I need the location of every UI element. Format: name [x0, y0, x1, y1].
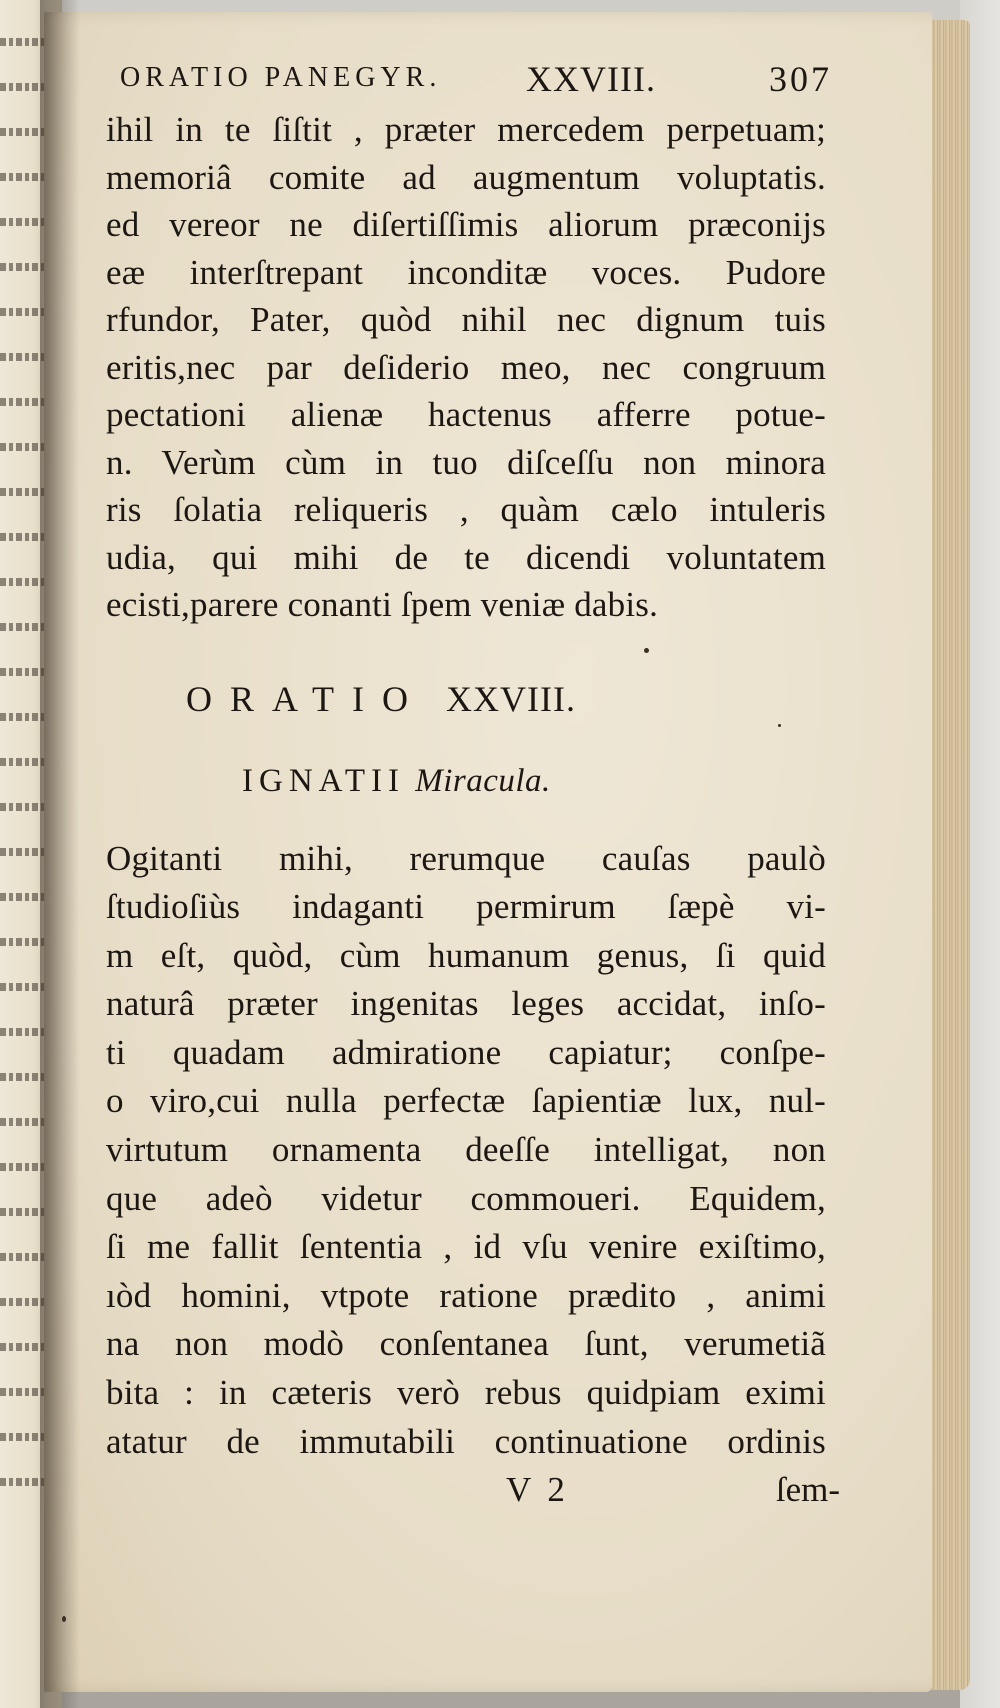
text-line: atatur de immutabili continuatione ordinis [106, 1421, 826, 1461]
book-page [44, 12, 932, 1692]
text-line: ris ſolatia reliqueris , quàm cælo intuleris [106, 490, 826, 529]
text-line: udia, qui mihi de te dicendi voluntatem [106, 537, 826, 577]
text-line: pectationi alienæ hactenus afferre potue- [106, 395, 826, 434]
text-line: ti quadam admiratione capiatur; conſpe- [106, 1032, 826, 1072]
text-line: ecisti,parere conanti ſpem veniæ dabis. [106, 585, 659, 624]
gutter-shadow [40, 0, 80, 1708]
subheading-name: IGNATII [242, 762, 405, 799]
section-heading [106, 657, 826, 741]
text-line: o viro,cui nulla perfectæ ſapientiæ lux, nul- [106, 1081, 826, 1121]
text-line: ed vereor ne diſertiſſimis aliorum præconijs [106, 205, 826, 244]
running-head-title: ORATIO PANEGYR. [120, 62, 442, 93]
section-heading-numeral: XXVIII. [446, 678, 576, 719]
page-footer [106, 1470, 840, 1522]
text-line: ıòd homini, vtpote ratione prædito , animi [106, 1275, 826, 1315]
running-head [106, 59, 832, 106]
catchword: ſem- [775, 1470, 840, 1510]
text-line: rfundor, Pater, quòd nihil nec dignum tuis [106, 300, 826, 339]
running-head-numeral: XXVIII. [526, 59, 656, 99]
text-line: m eſt, quòd, cùm humanum genus, ſi quid [106, 935, 826, 975]
text-line: eæ interſtrepant inconditæ voces. Pudore [106, 252, 826, 292]
page-text [106, 59, 840, 1522]
signature-mark: V 2 [506, 1470, 569, 1510]
text-line: n. Verùm cùm in tuo diſceſſu non minora [106, 442, 826, 482]
text-line: memoriâ comite ad augmentum voluptatis. [106, 157, 826, 197]
text-line: Ogitanti mihi, rerumque cauſas paulò [106, 838, 826, 878]
text-line: que adeò videtur commoueri. Equidem, [106, 1178, 826, 1218]
text-line: naturâ præter ingenitas leges accidat, inſo- [106, 984, 826, 1024]
text-line: ſi me fallit ſententia , id vſu venire exiſtimo, [106, 1227, 826, 1267]
text-line: eritis,nec par deſiderio meo, nec congruum [106, 347, 826, 387]
text-line: virtutum ornamenta deeſſe intelligat, non [106, 1130, 826, 1170]
subheading-italic: Miracula. [415, 762, 551, 799]
top-paragraph [106, 106, 826, 629]
body-paragraph [106, 835, 826, 1467]
page-number: 307 [769, 59, 832, 99]
text-line: bita : in cæteris verò rebus quidpiam eximi [106, 1373, 826, 1413]
text-line: na non modò conſentanea ſunt, verumetiã [106, 1324, 826, 1364]
paper-speck [778, 724, 781, 727]
section-heading-word: ORATIO [186, 678, 426, 719]
section-subheading [106, 741, 826, 821]
paper-speck [644, 648, 649, 653]
text-line: ihil in te ſiſtit , præter mercedem perpetuam; [106, 110, 826, 149]
text-line: ſtudioſiùs indaganti permirum ſæpè vi- [106, 887, 826, 927]
